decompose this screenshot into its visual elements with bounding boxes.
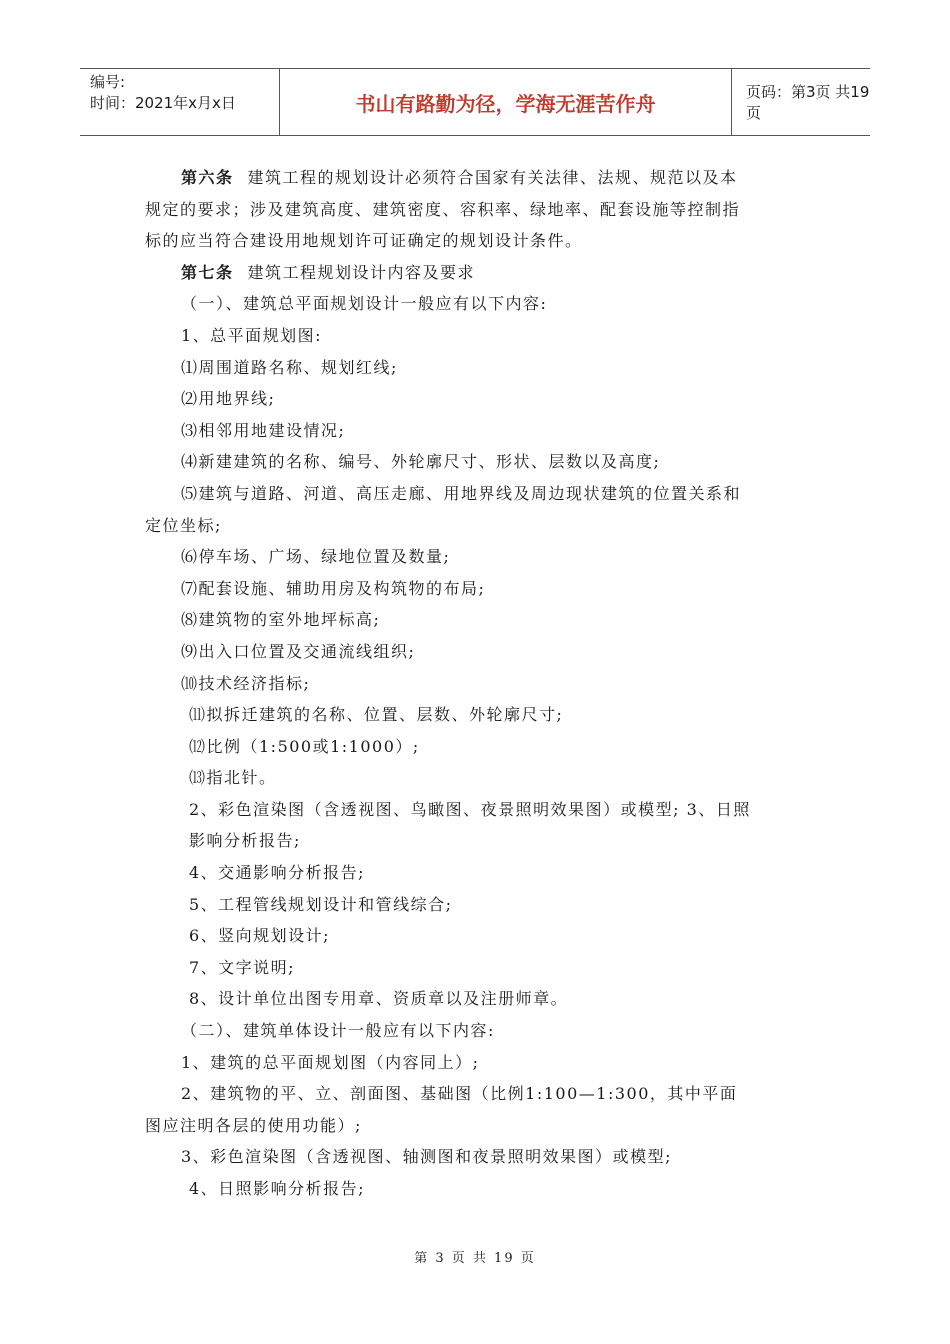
article6-line3: 标的应当符合建设用地规划许可证确定的规划设计条件。 bbox=[145, 231, 583, 251]
header-page-info: 页码：第3页 共19页 bbox=[746, 83, 870, 122]
sub-item: ⑷新建建筑的名称、编号、外轮廓尺寸、形状、层数以及高度; bbox=[181, 452, 661, 472]
header-meta bbox=[80, 69, 280, 135]
sub-item: ⑽技术经济指标; bbox=[181, 673, 311, 693]
article6-line2: 规定的要求；涉及建筑高度、建筑密度、容积率、绿地率、配套设施等控制指 bbox=[145, 199, 741, 219]
sub-item: ⑿比例（1:500或1:1000）; bbox=[189, 736, 420, 756]
sub-item: ⑾拟拆迁建筑的名称、位置、层数、外轮廓尺寸; bbox=[189, 705, 564, 725]
sec1-heading: （一）、建筑总平面规划设计一般应有以下内容: bbox=[181, 294, 548, 314]
sec1-item4: 4、交通影响分析报告; bbox=[189, 863, 366, 883]
sec2-item2-cont: 图应注明各层的使用功能）; bbox=[145, 1115, 362, 1135]
page-footer: 第 3 页 共 19 页 bbox=[414, 1251, 536, 1266]
sub-item: ⑺配套设施、辅助用房及构筑物的布局; bbox=[181, 578, 486, 598]
code-label: 编号: bbox=[90, 73, 126, 91]
sec1-item1: 1、总平面规划图: bbox=[181, 325, 323, 345]
sec2-item1: 1、建筑的总平面规划图（内容同上）; bbox=[181, 1052, 480, 1072]
sec1-item5: 5、工程管线规划设计和管线综合; bbox=[189, 894, 453, 914]
sec1-item2: 2、彩色渲染图（含透视图、鸟瞰图、夜景照明效果图）或模型; 3、日照 bbox=[189, 799, 751, 819]
page-header bbox=[80, 68, 870, 136]
article6-title: 第六条 bbox=[181, 168, 234, 187]
sec1-item7: 7、文字说明; bbox=[189, 957, 296, 977]
sub-item: ⒀指北针。 bbox=[189, 768, 277, 788]
sub-item: ⑴周围道路名称、规划红线; bbox=[181, 357, 398, 377]
sec2-item4: 4、日照影响分析报告; bbox=[189, 1179, 366, 1198]
article7-title: 第七条 bbox=[181, 262, 234, 282]
sec2-item3: 3、彩色渲染图（含透视图、轴测图和夜景照明效果图）或模型; bbox=[181, 1147, 673, 1167]
sub-item: ⑸建筑与道路、河道、高压走廊、用地界线及周边现状建筑的位置关系和 bbox=[181, 483, 742, 503]
sec1-item6: 6、竖向规划设计; bbox=[189, 926, 331, 946]
sec1-item2-cont: 影响分析报告; bbox=[189, 831, 301, 851]
article7-line: 第七条 建筑工程规划设计内容及要求 bbox=[181, 262, 476, 282]
document-body bbox=[145, 162, 815, 1205]
sec1-item8: 8、设计单位出图专用章、资质章以及注册师章。 bbox=[189, 989, 569, 1009]
sub-item: ⑹停车场、广场、绿地位置及数量; bbox=[181, 547, 451, 567]
sub-item: ⑵用地界线; bbox=[181, 389, 276, 409]
article6-line1: 第六条 建筑工程的规划设计必须符合国家有关法律、法规、规范以及本 bbox=[181, 168, 738, 187]
sub-item: ⑶相邻用地建设情况; bbox=[181, 420, 346, 440]
sub-item: ⑼出入口位置及交通流线组织; bbox=[181, 641, 416, 661]
sec2-heading: （二）、建筑单体设计一般应有以下内容: bbox=[181, 1021, 495, 1041]
sec2-item2: 2、建筑物的平、立、剖面图、基础图（比例1:100—1:300，其中平面 bbox=[181, 1084, 738, 1104]
time-label: 时间：2021年x月x日 bbox=[90, 94, 236, 112]
sub-item-cont: 定位坐标; bbox=[145, 515, 222, 535]
sub-item: ⑻建筑物的室外地坪标高; bbox=[181, 610, 381, 630]
header-motto: 书山有路勤为径，学海无涯苦作舟 bbox=[280, 69, 732, 135]
